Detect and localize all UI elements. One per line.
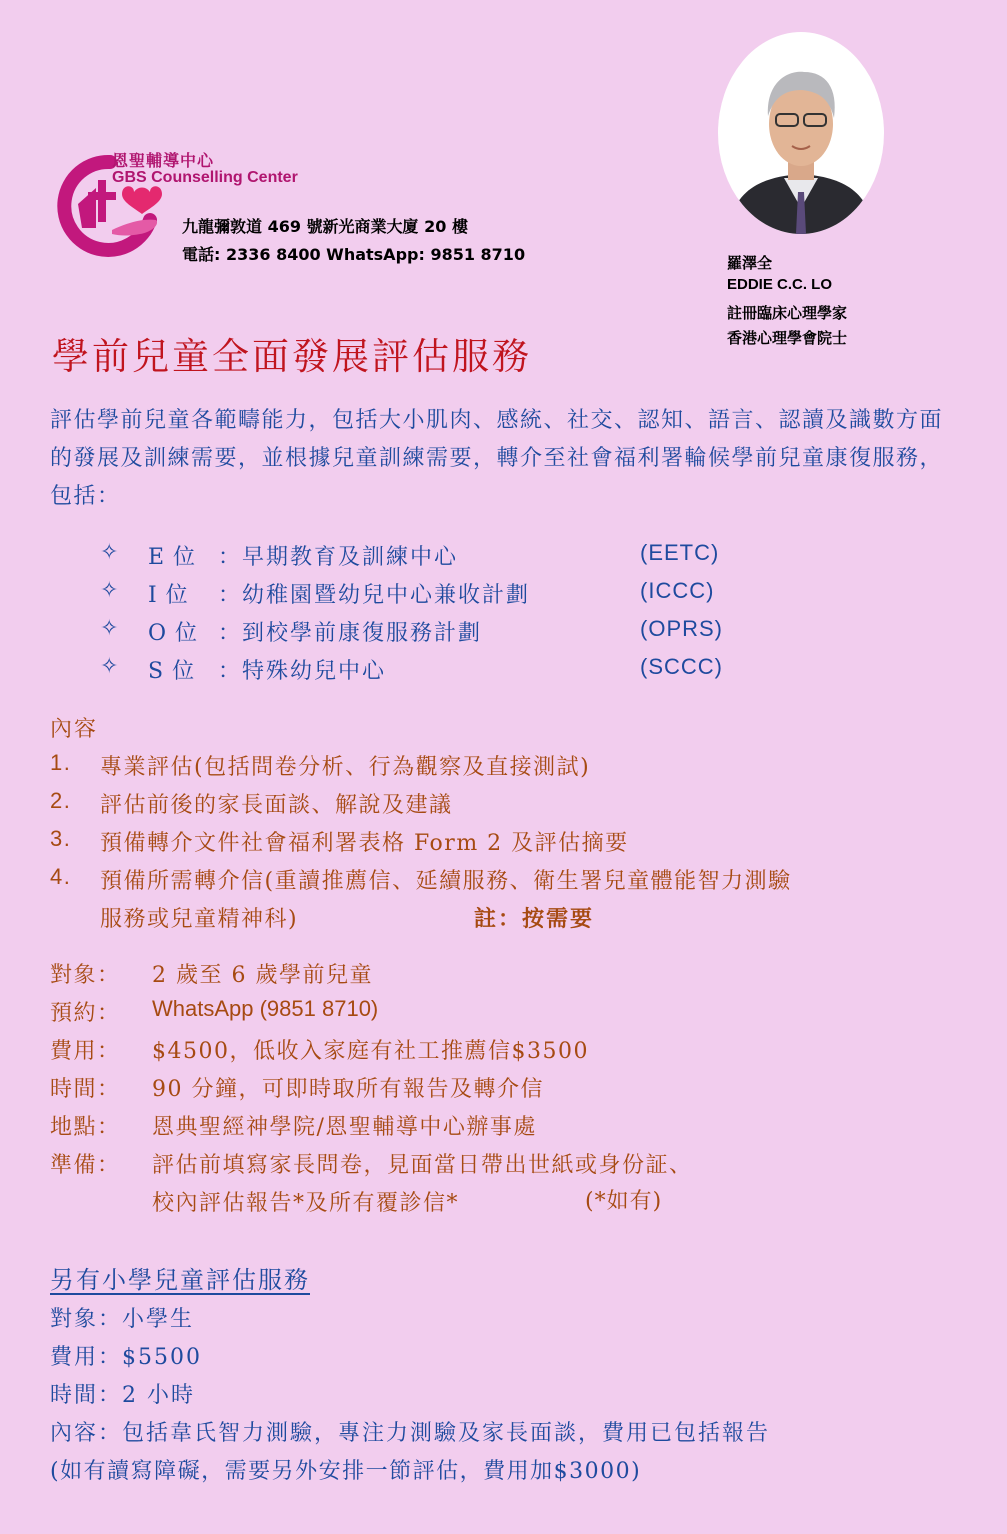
logo-name-zh: 恩聖輔導中心 <box>112 151 215 170</box>
sparkle-icon: ✧ <box>100 540 120 565</box>
page-title: 學前兒童全面發展評估服務 <box>52 335 532 378</box>
detail-label: 準備： <box>50 1153 121 1178</box>
psychologist-name-zh: 羅澤全 <box>727 254 773 272</box>
position-code: (SCCC) <box>640 654 723 679</box>
detail-label: 對象： <box>50 963 121 988</box>
item-text: 預備所需轉介信(重讀推薦信、延續服務、衛生署兒童體能智力測驗 <box>100 869 792 894</box>
position-name: I 位 <box>148 583 189 608</box>
item-number: 4. <box>50 864 72 889</box>
position-code: (ICCC) <box>640 578 715 603</box>
primary-line: 費用：$5500 <box>50 1345 202 1370</box>
sparkle-icon: ✧ <box>100 616 120 641</box>
detail-value: $4500，低收入家庭有社工推薦信$3500 <box>152 1039 589 1064</box>
sparkle-icon: ✧ <box>100 654 120 679</box>
position-name: S 位 <box>148 659 196 684</box>
position-name: E 位 <box>148 545 197 570</box>
position-desc: ：幼稚園暨幼兒中心兼收計劃 <box>218 583 531 608</box>
primary-line: 對象：小學生 <box>50 1307 195 1332</box>
detail-value: WhatsApp (9851 8710) <box>152 996 379 1021</box>
item-text: 評估前後的家長面談、解說及建議 <box>100 793 453 818</box>
portrait-photo <box>718 32 884 234</box>
note-label: 註：按需要 <box>474 906 595 932</box>
primary-section-title: 另有小學兒童評估服務 <box>50 1266 310 1294</box>
detail-label: 預約： <box>50 1001 121 1026</box>
item-text: 專業評估(包括問卷分析、行為觀察及直接測試) <box>100 755 591 780</box>
item-number: 2. <box>50 788 72 813</box>
psychologist-title-1: 註冊臨床心理學家 <box>727 304 848 322</box>
primary-line: 內容：包括韋氏智力測驗，專注力測驗及家長面談，費用已包括報告 <box>50 1421 771 1446</box>
position-desc: ：到校學前康復服務計劃 <box>218 621 483 646</box>
item-text: 服務或兒童精神科) <box>100 907 299 932</box>
position-desc: ：特殊幼兒中心 <box>218 659 387 684</box>
item-number: 1. <box>50 750 72 775</box>
detail-label: 時間： <box>50 1077 121 1102</box>
detail-value: 評估前填寫家長問卷，見面當日帶出世紙或身份証、 <box>152 1153 693 1178</box>
psychologist-title-2: 香港心理學會院士 <box>727 329 848 347</box>
address: 九龍彌敦道 469 號新光商業大廈 20 樓 <box>182 217 468 236</box>
item-number: 3. <box>50 826 72 851</box>
primary-line: (如有讀寫障礙，需要另外安排一節評估，費用加$3000) <box>50 1459 642 1484</box>
detail-value: 恩典聖經神學院/恩聖輔導中心辦事處 <box>152 1115 537 1140</box>
position-code: (OPRS) <box>640 616 723 641</box>
logo-name-en: GBS Counselling Center <box>112 169 298 186</box>
detail-value: 90 分鐘，可即時取所有報告及轉介信 <box>152 1077 544 1102</box>
sparkle-icon: ✧ <box>100 578 120 603</box>
detail-label: 地點： <box>50 1115 121 1140</box>
item-text: 預備轉介文件社會福利署表格 Form 2 及評估摘要 <box>100 831 629 856</box>
detail-value: 2 歲至 6 歲學前兒童 <box>152 963 373 988</box>
prep-note: (*如有) <box>585 1189 663 1214</box>
detail-value: 校內評估報告*及所有覆診信* <box>152 1191 460 1216</box>
phone: 電話: 2336 8400 WhatsApp: 9851 8710 <box>182 245 526 264</box>
content-heading: 內容 <box>50 717 99 742</box>
position-desc: ：早期教育及訓練中心 <box>218 545 459 570</box>
position-name: O 位 <box>148 621 199 646</box>
intro-paragraph: 評估學前兒童各範疇能力，包括大小肌肉、感統、社交、認知、語言、認讀及識數方面的發展及訓練需要，並根據兒童訓練需要，轉介至社會福利署輪候學前兒童康復服務，包括： <box>50 408 944 509</box>
psychologist-name-en: EDDIE C.C. LO <box>727 276 833 293</box>
detail-label: 費用： <box>50 1039 121 1064</box>
position-code: (EETC) <box>640 540 720 565</box>
primary-line: 時間：2 小時 <box>50 1383 195 1408</box>
